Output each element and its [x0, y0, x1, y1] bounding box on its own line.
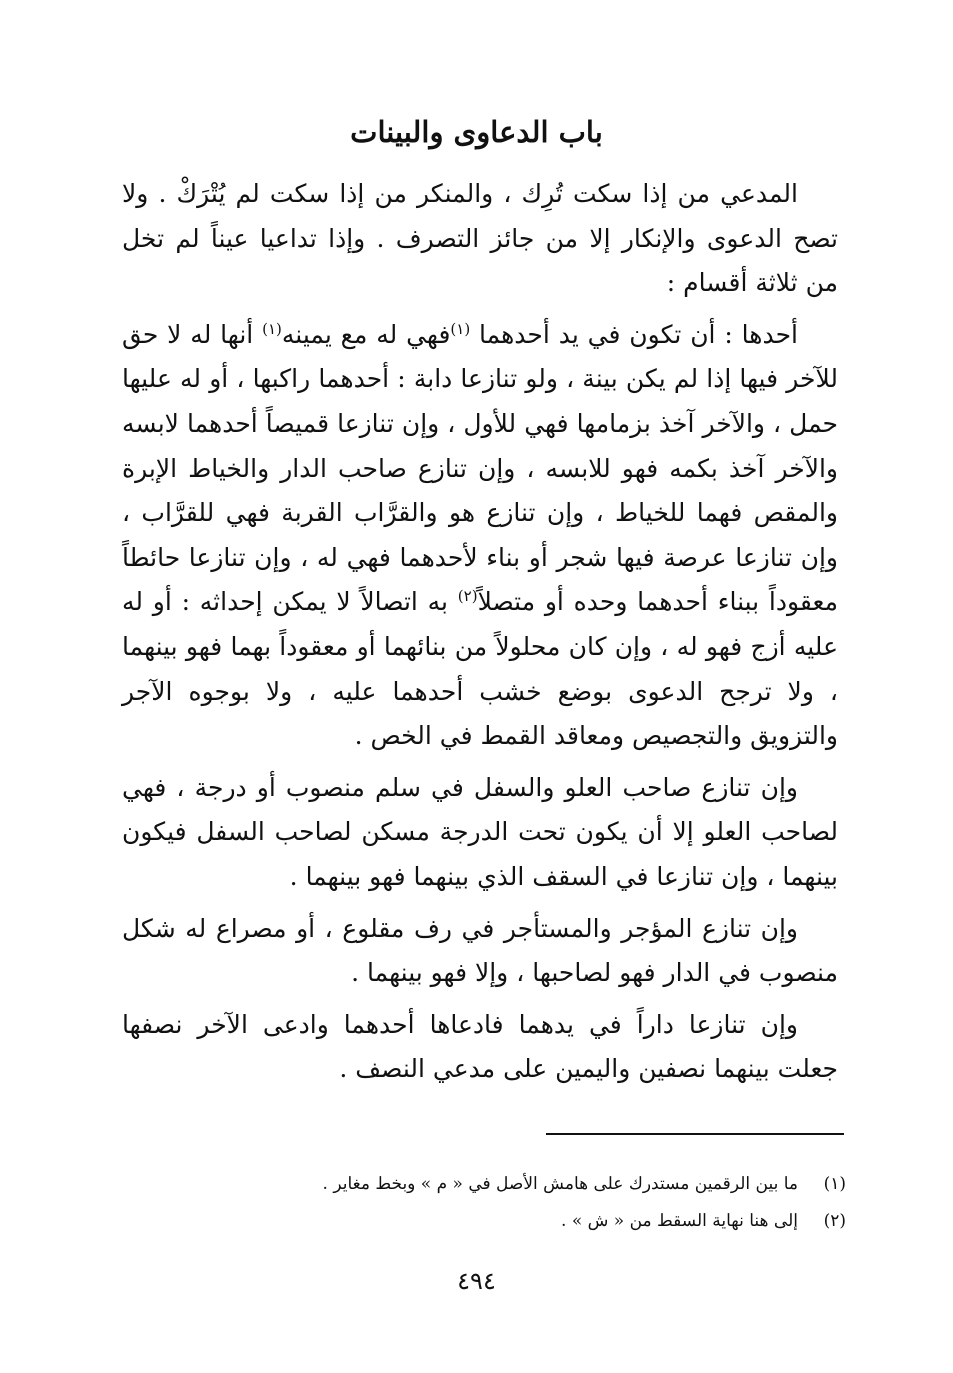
- footnote-number: (١): [823, 1174, 846, 1194]
- paragraph-intro: المدعي من إذا سكت تُرِك ، والمنكر من إذا سكت لم يُتْرَكْ . ولا تصح الدعوى والإنكار إلا من جائز التصرف . وإذا تداعيا عيناً لم تخل من ثلاثة أقسام :: [122, 179, 838, 298]
- footnote-text: ما بين الرقمين مستدرك على هامش الأصل في « م » وبخط مغاير .: [322, 1174, 798, 1194]
- footnote-divider: [546, 1133, 844, 1135]
- paragraph-first-category: أحدها : أن تكون في يد أحدهما $^{(١)}$فهي له مع يمينه$^{(١)}$ أنها له لا حق للآخر فيها إذا لم يكن بينة ، ولو تنازعا دابة : أحدهما راكبها ، أو له عليها حمل ، والآخر آخذ بزمامها فهي للأول ، وإن تنازعا قميصاً أحدهما لابسه والآخر آخذ بكمه فهو للابسه ، وإن تنازع صاحب الدار والخياط الإبرة والمقص فهما للخياط ، وإن تنازع هو والقرَّاب القربة فهي للقرَّاب ، وإن تنازعا عرصة فيها شجر أو بناء لأحدهما فهي له ، وإن تنازعا حائطاً معقوداً ببناء أحدهما وحده أو متصلاً$^{(٢)}$ به اتصالاً لا يمكن إحداثه : أو له عليه أزج فهو له ، وإن كان محلولاً من بنائهما أو معقوداً بهما فهو بينهما ، ولا ترجح الدعوى بوضع خشب أحدهما عليه ، ولا بوجوه الآجر والتزويق والتجصيص ومعاقد القمط في الخص .: [122, 319, 838, 751]
- footnote-text: إلى هنا نهاية السقط من « ش » .: [561, 1211, 798, 1231]
- footnotes: [150, 1166, 846, 1240]
- main-text: [122, 172, 838, 1099]
- footnote-ref-1: (١): [450, 319, 471, 338]
- page-number: ٤٩٤: [457, 1267, 496, 1295]
- chapter-title: باب الدعاوى والبينات: [350, 115, 603, 149]
- paragraph-lessor-lessee: وإن تنازع المؤجر والمستأجر في رف مقلوع ، أو مصراع له شكل منصوب في الدار فهو لصاحبها ، وإلا فهو بينهما .: [122, 913, 838, 988]
- footnote-ref-2: (٢): [457, 587, 478, 606]
- footnote-2: [150, 1203, 846, 1240]
- footnote-number: (٢): [823, 1211, 846, 1231]
- footnote-1: [150, 1166, 846, 1203]
- footnote-ref-1-end: (١): [262, 319, 282, 338]
- paragraph-house-dispute: وإن تنازعا داراً في يدهما فادعاها أحدهما وادعى الآخر نصفها جعلت بينهما نصفين واليمين على مدعي النصف .: [122, 1009, 838, 1084]
- paragraph-upper-lower: وإن تنازع صاحب العلو والسفل في سلم منصوب أو درجة ، فهي لصاحب العلو إلا أن يكون تحت الدرجة مسكن لصاحب السفل فيكون بينهما ، وإن تنازعا في السقف الذي بينهما فهو بينهما .: [122, 772, 838, 891]
